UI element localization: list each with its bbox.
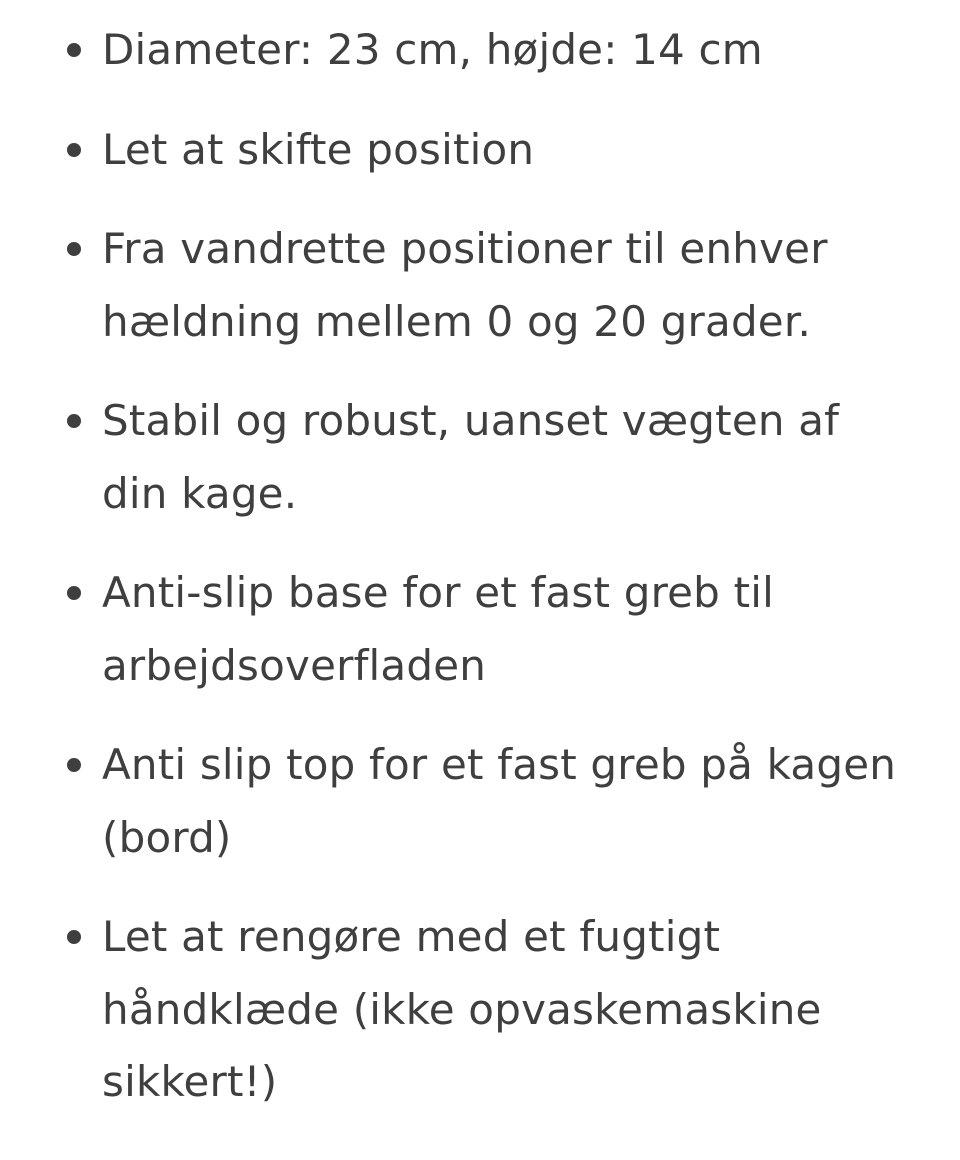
feature-item-cleaning: Let at rengøre med et fugtigt håndklæde (ikke opvaskemaskine sikkert!) <box>0 901 960 1119</box>
feature-item-position: Let at skifte position <box>0 114 960 187</box>
feature-item-diameter: Diameter: 23 cm, højde: 14 cm <box>0 14 960 87</box>
feature-item-stability: Stabil og robust, uanset vægten af din kage. <box>0 385 960 530</box>
feature-list <box>0 14 960 1146</box>
feature-item-anti-slip-top: Anti slip top for et fast greb på kagen (bord) <box>0 729 960 874</box>
feature-item-anti-slip-base: Anti-slip base for et fast greb til arbejdsoverfladen <box>0 557 960 702</box>
feature-item-tilt: Fra vandrette positioner til enhver hældning mellem 0 og 20 grader. <box>0 213 960 358</box>
